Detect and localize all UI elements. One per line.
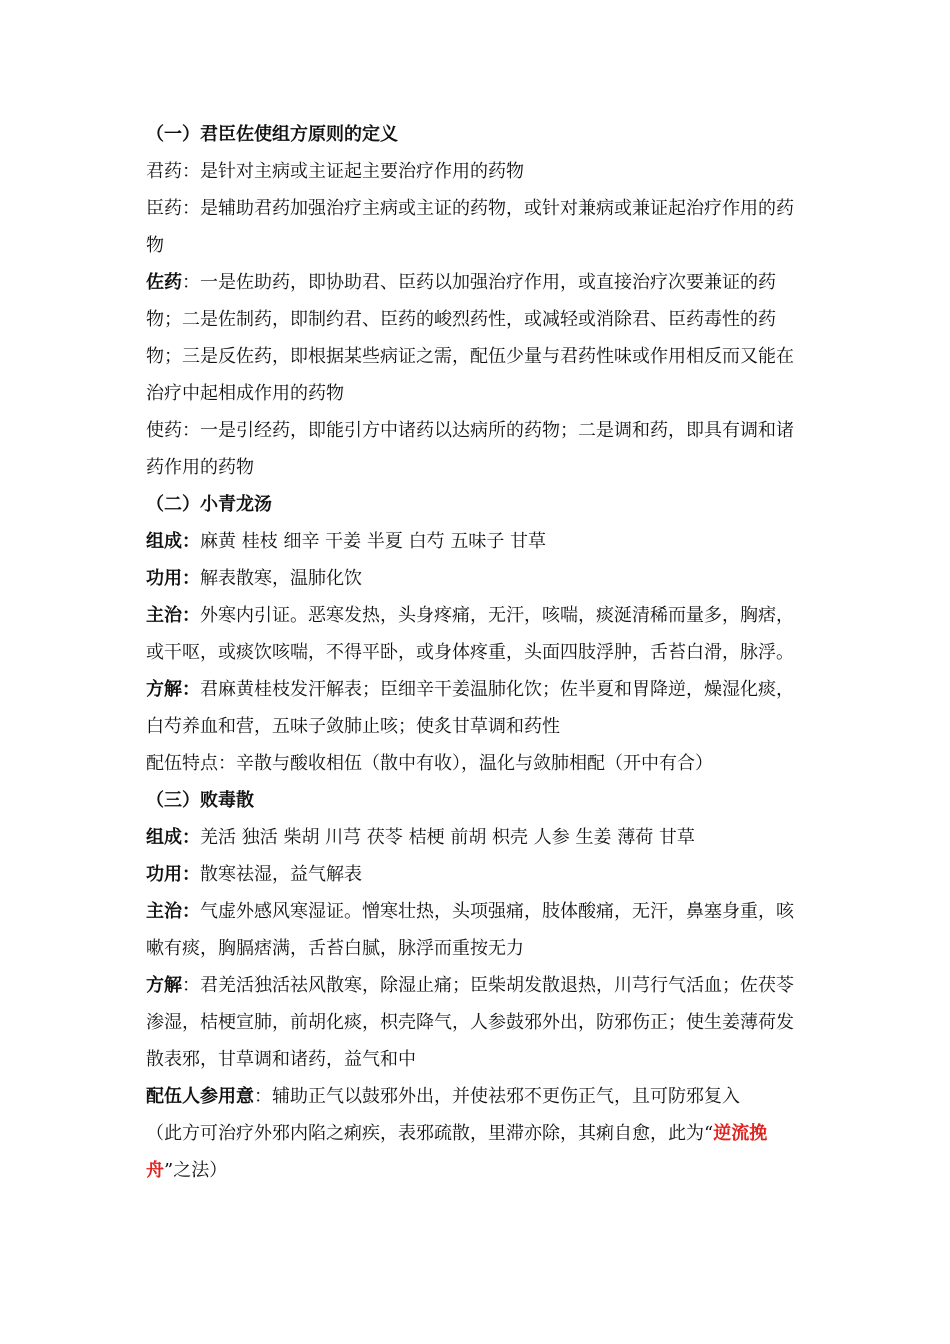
xqlt-composition bbox=[146, 523, 810, 560]
note-pre-text: （此方可治疗外邪内陷之痢疾，表邪疏散，里滞亦除，其痢自愈，此为“ bbox=[146, 1123, 714, 1144]
function-text: 解表散寒，温肺化饮 bbox=[200, 568, 362, 589]
function-label: 功用： bbox=[146, 568, 200, 589]
shi-yao-definition: 使药：一是引经药，即能引方中诸药以达病所的药物；二是调和药，即具有调和诸药作用的药物 bbox=[146, 420, 794, 478]
function-text: 散寒祛湿，益气解表 bbox=[200, 864, 362, 885]
bds-note bbox=[146, 1115, 810, 1189]
jun-yao-definition: 君药：是针对主病或主证起主要治疗作用的药物 bbox=[146, 161, 524, 182]
xqlt-function bbox=[146, 560, 810, 597]
function-label: 功用： bbox=[146, 864, 200, 885]
xqlt-indication bbox=[146, 597, 810, 671]
composition-text: 麻黄 桂枝 细辛 干姜 半夏 白芍 五味子 甘草 bbox=[200, 531, 547, 552]
zuo-yao-text: ：一是佐助药，即协助君、臣药以加强治疗作用，或直接治疗次要兼证的药物；二是佐制药，即制约君、臣药的峻烈药性，或减轻或消除君、臣药毒性的药物；三是反佐药，即根据某些病证之需，配伍少量与君药性味或作用相反而又能在治疗中起相成作用的药物 bbox=[146, 272, 794, 404]
analysis-label: 方解： bbox=[146, 679, 200, 700]
ginseng-purpose-text: ：辅助正气以鼓邪外出，并使祛邪不更伤正气，且可防邪复入 bbox=[254, 1086, 740, 1107]
indication-text: 气虚外感风寒湿证。憎寒壮热，头项强痛，肢体酸痛，无汗，鼻塞身重，咳嗽有痰，胸膈痞满，舌苔白腻，脉浮而重按无力 bbox=[146, 901, 794, 959]
ginseng-purpose-label: 配伍人参用意 bbox=[146, 1086, 254, 1107]
zuo-yao-label: 佐药 bbox=[146, 272, 182, 293]
bds-composition bbox=[146, 819, 810, 856]
analysis-text: 君麻黄桂枝发汗解表；臣细辛干姜温肺化饮；佐半夏和胃降逆，燥湿化痰，白芍养血和营，五味子敛肺止咳；使炙甘草调和药性 bbox=[146, 679, 794, 737]
bds-indication bbox=[146, 893, 810, 967]
analysis-text: ：君羌活独活祛风散寒，除湿止痛；臣柴胡发散退热，川芎行气活血；佐茯苓渗湿，桔梗宣肺，前胡化痰，枳壳降气，人参鼓邪外出，防邪伤正；使生姜薄荷发散表邪，甘草调和诸药，益气和中 bbox=[146, 975, 794, 1070]
zuo-yao-definition bbox=[146, 264, 810, 412]
indication-text: 外寒内引证。恶寒发热，头身疼痛，无汗，咳喘，痰涎清稀而量多，胸痞，或干呕，或痰饮咳喘，不得平卧，或身体疼重，头面四肢浮肿，舌苔白滑，脉浮。 bbox=[146, 605, 794, 663]
xqlt-analysis bbox=[146, 671, 810, 745]
bds-function bbox=[146, 856, 810, 893]
document-body bbox=[146, 116, 810, 1189]
analysis-label: 方解 bbox=[146, 975, 182, 996]
section-heading-baidusan: （三）败毒散 bbox=[146, 790, 254, 811]
bds-analysis bbox=[146, 967, 810, 1078]
note-post-text: ”之法） bbox=[164, 1160, 228, 1181]
bds-ginseng-purpose bbox=[146, 1078, 810, 1115]
chen-yao-definition: 臣药：是辅助君药加强治疗主病或主证的药物，或针对兼病或兼证起治疗作用的药物 bbox=[146, 198, 794, 256]
composition-label: 组成： bbox=[146, 531, 200, 552]
note-accent-term: 逆流挽舟 bbox=[146, 1123, 768, 1181]
section-heading-xiaoqinglong: （二）小青龙汤 bbox=[146, 494, 272, 515]
indication-label: 主治： bbox=[146, 901, 200, 922]
indication-label: 主治： bbox=[146, 605, 200, 626]
composition-text: 羌活 独活 柴胡 川芎 茯苓 桔梗 前胡 枳壳 人参 生姜 薄荷 甘草 bbox=[200, 827, 695, 848]
section-heading-principles: （一）君臣佐使组方原则的定义 bbox=[146, 124, 398, 145]
xqlt-compatibility: 配伍特点：辛散与酸收相伍（散中有收），温化与敛肺相配（开中有合） bbox=[146, 753, 713, 774]
composition-label: 组成： bbox=[146, 827, 200, 848]
